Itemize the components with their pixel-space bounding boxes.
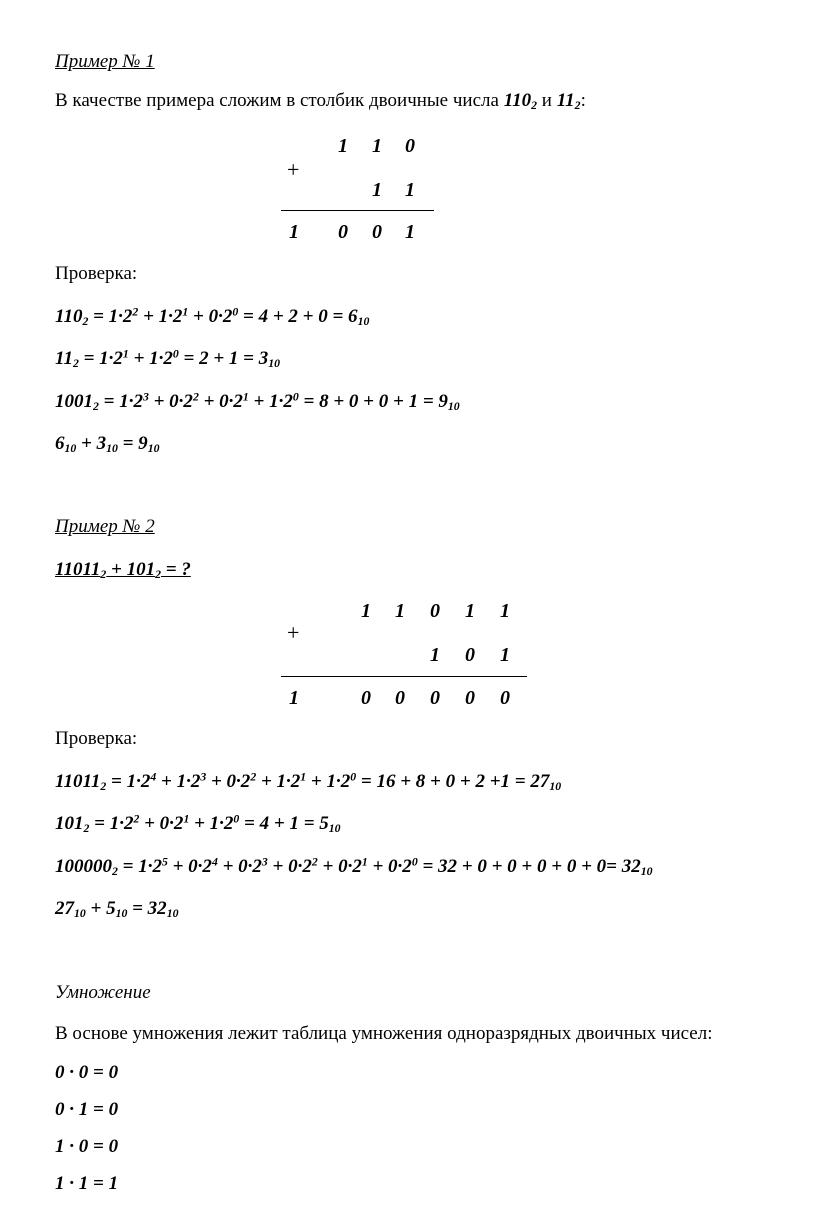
subscript: 2 — [72, 356, 79, 370]
subscript: 10 — [64, 441, 77, 455]
plus-sign: + — [287, 620, 300, 645]
equation-text: + 0·2 — [198, 391, 243, 412]
superscript: 1 — [182, 305, 189, 319]
equation-text: = 1·2 — [88, 306, 133, 327]
check-equation — [55, 349, 280, 368]
subscript: 10 — [447, 399, 460, 413]
superscript: 2 — [132, 305, 139, 319]
superscript: 2 — [250, 770, 257, 784]
digit: 1 — [405, 179, 415, 201]
equation-text: = 1·2 — [98, 391, 143, 412]
subscript: 10 — [357, 314, 370, 328]
subscript: 10 — [115, 906, 128, 920]
equation-text: = 9 — [117, 433, 148, 454]
equation-text: 11011 — [55, 771, 101, 792]
superscript: 1 — [242, 390, 249, 404]
digit: 1 — [338, 135, 348, 157]
equation-text: + 0·2 — [167, 856, 212, 877]
superscript: 0 — [233, 812, 240, 826]
digit: 0 — [395, 687, 405, 709]
subscript: 2 — [93, 399, 99, 413]
example-1-intro — [55, 91, 586, 110]
equation-text: 101 — [55, 813, 84, 834]
example-2-heading: Пример № 2 — [55, 516, 155, 537]
superscript: 4 — [150, 770, 157, 784]
equation-text: = 4 + 1 = 5 — [239, 813, 329, 834]
example-2-problem — [55, 560, 191, 579]
digit: 0 — [361, 687, 371, 709]
check-equation — [55, 772, 561, 791]
subscript: 10 — [268, 356, 281, 370]
plus-sign: + — [287, 157, 300, 182]
subscript: 10 — [549, 779, 562, 793]
equation-text: + 5 — [85, 898, 116, 919]
equation-text: + 1·2 — [306, 771, 351, 792]
equation-text: + 0·2 — [317, 856, 362, 877]
digit: 0 — [465, 644, 475, 666]
subscript: 10 — [106, 441, 118, 455]
superscript: 1 — [183, 812, 190, 826]
superscript: 4 — [211, 855, 218, 869]
operand-a: $110_2$ — [503, 90, 538, 112]
and-word: и — [537, 90, 557, 111]
equation-text: + 0·2 — [188, 306, 233, 327]
operand-b: $11_2$ — [556, 90, 581, 112]
subscript: 10 — [147, 441, 160, 455]
equation-text: = 8 + 0 + 0 + 1 = 9 — [298, 391, 448, 412]
subscript: 2 — [100, 567, 107, 581]
digit: 0 — [430, 687, 440, 709]
digit: 0 — [405, 135, 415, 157]
intro-text: В качестве примера сложим в столбик двоичные числа — [55, 90, 504, 111]
digit: 0 — [500, 687, 510, 709]
equation-text: 6 — [55, 433, 65, 454]
superscript: 0 — [292, 390, 299, 404]
check-equation — [55, 814, 341, 833]
equation-text: + 0·2 — [217, 856, 262, 877]
multiplication-row: 1 · 1 = 1 — [55, 1173, 119, 1194]
check-label-1: Проверка: — [55, 263, 138, 284]
equation-text: = 1·2 — [78, 348, 123, 369]
equation-text: 11 — [55, 348, 73, 369]
digit: 1 — [289, 687, 299, 709]
subscript: 10 — [74, 906, 86, 920]
equation-text: + 1·2 — [189, 813, 234, 834]
equation-text: + 101 — [106, 559, 156, 580]
digit: 0 — [465, 687, 475, 709]
subscript: 2 — [83, 821, 90, 835]
digit: 1 — [430, 644, 440, 666]
superscript: 3 — [142, 390, 149, 404]
subscript: 10 — [328, 821, 341, 835]
multiplication-row: 0 · 0 = 0 — [55, 1062, 119, 1083]
digit: 1 — [372, 179, 382, 201]
equation-text: + 0·2 — [206, 771, 251, 792]
superscript: 5 — [161, 855, 168, 869]
subscript: 2 — [100, 779, 107, 793]
check-equation — [55, 434, 159, 453]
equation-text: + 1·2 — [256, 771, 301, 792]
equation-text: = 1·2 — [106, 771, 151, 792]
subscript: 2 — [112, 864, 118, 878]
equation-text: = 4 + 2 + 0 = 6 — [238, 306, 358, 327]
digit: 1 — [289, 221, 299, 243]
equation-text: = 1·2 — [89, 813, 134, 834]
subscript: 2 — [82, 314, 89, 328]
equation-text: + 3 — [76, 433, 107, 454]
example-1-heading: Пример № 1 — [55, 51, 155, 72]
superscript: 2 — [192, 390, 199, 404]
equation-text: = ? — [161, 559, 191, 580]
equation-text: + 1·2 — [138, 306, 183, 327]
superscript: 1 — [361, 855, 368, 869]
superscript: 1 — [122, 347, 129, 361]
multiplication-heading: Умножение — [55, 982, 151, 1003]
equation-text: = 32 — [127, 898, 167, 919]
equation-text: = 16 + 8 + 0 + 2 +1 = 27 — [356, 771, 550, 792]
digit: 1 — [500, 600, 510, 622]
subscript: 10 — [166, 906, 179, 920]
multiplication-row: 1 · 0 = 0 — [55, 1136, 119, 1157]
equation-text: + 0·2 — [267, 856, 312, 877]
multiplication-intro: В основе умножения лежит таблица умножения одноразрядных двоичных чисел: — [55, 1023, 713, 1044]
equation-text: + 1·2 — [248, 391, 293, 412]
check-equation — [55, 857, 653, 876]
sum-line — [281, 676, 527, 677]
equation-text: 110 — [55, 306, 83, 327]
superscript: 0 — [411, 855, 418, 869]
equation-text: = 32 + 0 + 0 + 0 + 0 + 0= 32 — [417, 856, 641, 877]
equation-text: = 1·2 — [117, 856, 162, 877]
equation-text: 100000 — [55, 856, 112, 877]
multiplication-row: 0 · 1 = 0 — [55, 1099, 119, 1120]
intro-colon: : — [580, 90, 586, 111]
superscript: 0 — [172, 347, 179, 361]
equation-text: = 2 + 1 = 3 — [178, 348, 269, 369]
check-equation — [55, 392, 460, 411]
check-equation — [55, 899, 178, 918]
equation-text: 1001 — [55, 391, 93, 412]
digit: 1 — [465, 600, 475, 622]
digit: 1 — [500, 644, 510, 666]
equation-text: + 1·2 — [128, 348, 173, 369]
digit: 1 — [372, 135, 382, 157]
digit: 0 — [430, 600, 440, 622]
superscript: 1 — [300, 770, 307, 784]
equation-text: + 0·2 — [367, 856, 412, 877]
equation-text: + 1·2 — [156, 771, 201, 792]
subscript: 2 — [155, 567, 162, 581]
equation-text: 11011 — [55, 559, 101, 580]
superscript: 2 — [133, 812, 140, 826]
check-equation — [55, 307, 369, 326]
digit: 1 — [405, 221, 415, 243]
superscript: 3 — [261, 855, 268, 869]
equation-text: + 0·2 — [139, 813, 184, 834]
digit: 1 — [395, 600, 405, 622]
digit: 1 — [361, 600, 371, 622]
digit: 0 — [372, 221, 382, 243]
superscript: 3 — [200, 770, 207, 784]
superscript: 2 — [311, 855, 318, 869]
subscript: 10 — [640, 864, 653, 878]
equation-text: + 0·2 — [148, 391, 193, 412]
check-label-2: Проверка: — [55, 728, 138, 749]
digit: 0 — [338, 221, 348, 243]
superscript: 0 — [232, 305, 239, 319]
superscript: 0 — [350, 770, 357, 784]
sum-line — [281, 210, 434, 211]
equation-text: 27 — [55, 898, 74, 919]
